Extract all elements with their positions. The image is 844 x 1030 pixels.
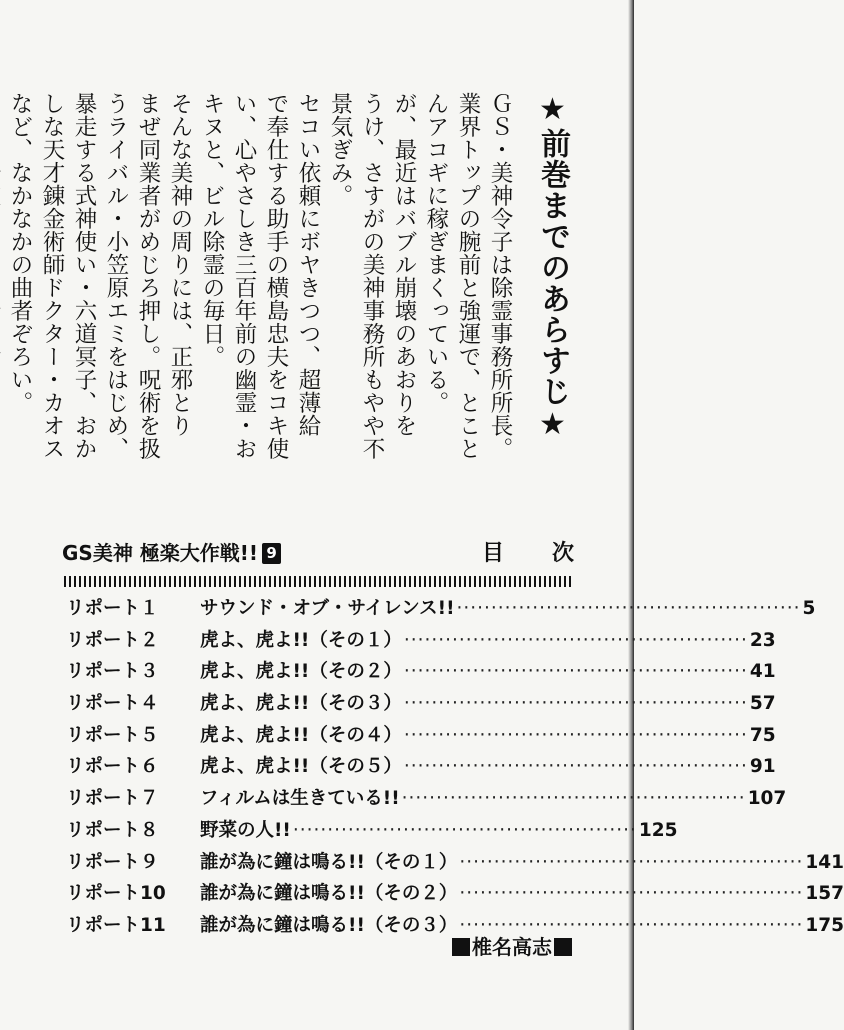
toc-chapter-title: 虎よ、虎よ!!（その５） [200, 756, 402, 778]
synopsis-line: うけ、さすがの美神事務所もやや不 [359, 92, 385, 460]
toc-chapter-title: 虎よ、虎よ!!（その４） [200, 724, 402, 746]
toc-entry[interactable] [66, 657, 776, 689]
synopsis-line: 業界トップの腕前と強運で、とこと [455, 92, 481, 460]
table-of-contents [66, 594, 844, 943]
volume-badge: 9 [262, 543, 281, 564]
toc-chapter-title: 誰が為に鐘は鳴る!!（その１） [200, 851, 458, 873]
toc-chapter-title: 虎よ、虎よ!!（その１） [200, 629, 402, 651]
synopsis-line: ＧＳ・美神令子は除霊事務所所長。 [487, 92, 513, 460]
synopsis-line: セコい依頼にボヤきつつ、超薄給 [295, 92, 321, 437]
toc-leader-dots: ·················································· [403, 629, 748, 651]
toc-chapter-title: 誰が為に鐘は鳴る!!（その３） [200, 914, 458, 936]
black-square-icon [554, 938, 572, 956]
toc-entry[interactable] [66, 784, 787, 816]
toc-leader-dots: ·················································· [403, 724, 748, 746]
synopsis-line: い、心やさしき三百年前の幽霊・お [231, 92, 257, 460]
toc-page-number: 175 [805, 914, 844, 936]
toc-entry[interactable] [66, 816, 678, 848]
toc-chapter-title: 野菜の人!! [200, 819, 291, 841]
synopsis-line: 景気ぎみ。 [327, 92, 353, 207]
toc-report-number: リポート８ [66, 819, 159, 841]
toc-leader-dots: ·················································· [459, 883, 804, 905]
contents-label: 目次 [481, 540, 622, 566]
toc-leader-dots: ·················································· [456, 598, 801, 619]
toc-chapter-title: 虎よ、虎よ!!（その２） [200, 661, 402, 683]
synopsis-line: 暴走する式神使い・六道冥子、おか [71, 92, 97, 460]
toc-page-number: 75 [749, 724, 776, 746]
hatched-divider [64, 576, 574, 587]
toc-report-number: リポート５ [66, 724, 159, 746]
toc-report-number: リポート３ [66, 661, 159, 683]
synopsis-block [0, 92, 572, 482]
toc-entry[interactable] [66, 848, 844, 880]
synopsis-line: んアコギに稼ぎまくっている。 [423, 92, 449, 414]
synopsis-line: キヌと、ビル除霊の毎日。 [199, 92, 225, 368]
toc-leader-dots: ·················································· [459, 851, 804, 873]
toc-report-number: リポート９ [66, 851, 159, 873]
toc-page-number: 91 [749, 756, 776, 778]
toc-report-number: リポート２ [66, 629, 159, 651]
toc-entry[interactable] [66, 721, 776, 753]
author-credit [452, 932, 572, 962]
author-name: 椎名高志 [472, 935, 552, 959]
toc-report-number: リポート１ [66, 598, 159, 619]
synopsis-line: まぜ同業者がめじろ押し。呪術を扱 [135, 92, 161, 460]
toc-page-number: 107 [747, 788, 787, 810]
toc-report-number: リポート７ [66, 788, 159, 810]
toc-chapter-title: 虎よ、虎よ!!（その３） [200, 693, 402, 715]
toc-page-number: 141 [805, 851, 844, 873]
toc-chapter-title: 誰が為に鐘は鳴る!!（その２） [200, 883, 458, 905]
book-title-text: GS美神 極楽大作戦!! [62, 541, 259, 565]
contents-header [62, 538, 622, 568]
toc-page-number: 125 [638, 819, 678, 841]
toc-report-number: リポート10 [66, 883, 166, 905]
toc-page-number: 57 [749, 693, 776, 715]
toc-report-number: リポート４ [66, 693, 159, 715]
toc-page-number: 23 [749, 629, 776, 651]
synopsis-line: うライバル・小笠原エミをはじめ、 [103, 92, 129, 460]
synopsis-line: が、最近はバブル崩壊のあおりを [391, 92, 417, 437]
page-edge-shadow [628, 0, 634, 1030]
toc-leader-dots: ·················································· [403, 661, 748, 683]
toc-report-number: リポート11 [66, 914, 166, 936]
toc-leader-dots: ·················································· [459, 914, 804, 936]
toc-page-number: 5 [802, 598, 816, 619]
toc-entry[interactable] [66, 626, 776, 658]
toc-leader-dots: ·················································· [403, 756, 748, 778]
synopsis-heading: ★前巻までのあらすじ★ [535, 92, 570, 443]
synopsis-line: そんな美神の周りには、正邪とり [167, 92, 193, 437]
black-square-icon [452, 938, 470, 956]
toc-leader-dots: ·················································· [401, 788, 746, 810]
book-title [62, 538, 281, 568]
toc-entry[interactable] [66, 879, 844, 911]
toc-leader-dots: ·················································· [403, 693, 748, 715]
synopsis-line: しな天才錬金術師ドクター・カオス [39, 92, 65, 460]
synopsis-line: で奉仕する助手の横島忠夫をコキ使 [263, 92, 289, 460]
synopsis-line: など、なかなかの曲者ぞろい。 [7, 92, 33, 414]
toc-entry[interactable] [66, 594, 816, 626]
toc-entry[interactable] [66, 689, 776, 721]
synopsis-line [0, 92, 4, 482]
toc-page-number: 41 [749, 661, 776, 683]
toc-report-number: リポート６ [66, 756, 159, 778]
toc-chapter-title: サウンド・オブ・サイレンス!! [200, 598, 455, 619]
toc-page-number: 157 [805, 883, 844, 905]
toc-chapter-title: フィルムは生きている!! [200, 788, 400, 810]
toc-leader-dots: ·················································· [292, 819, 637, 841]
toc-entry[interactable] [66, 752, 776, 784]
